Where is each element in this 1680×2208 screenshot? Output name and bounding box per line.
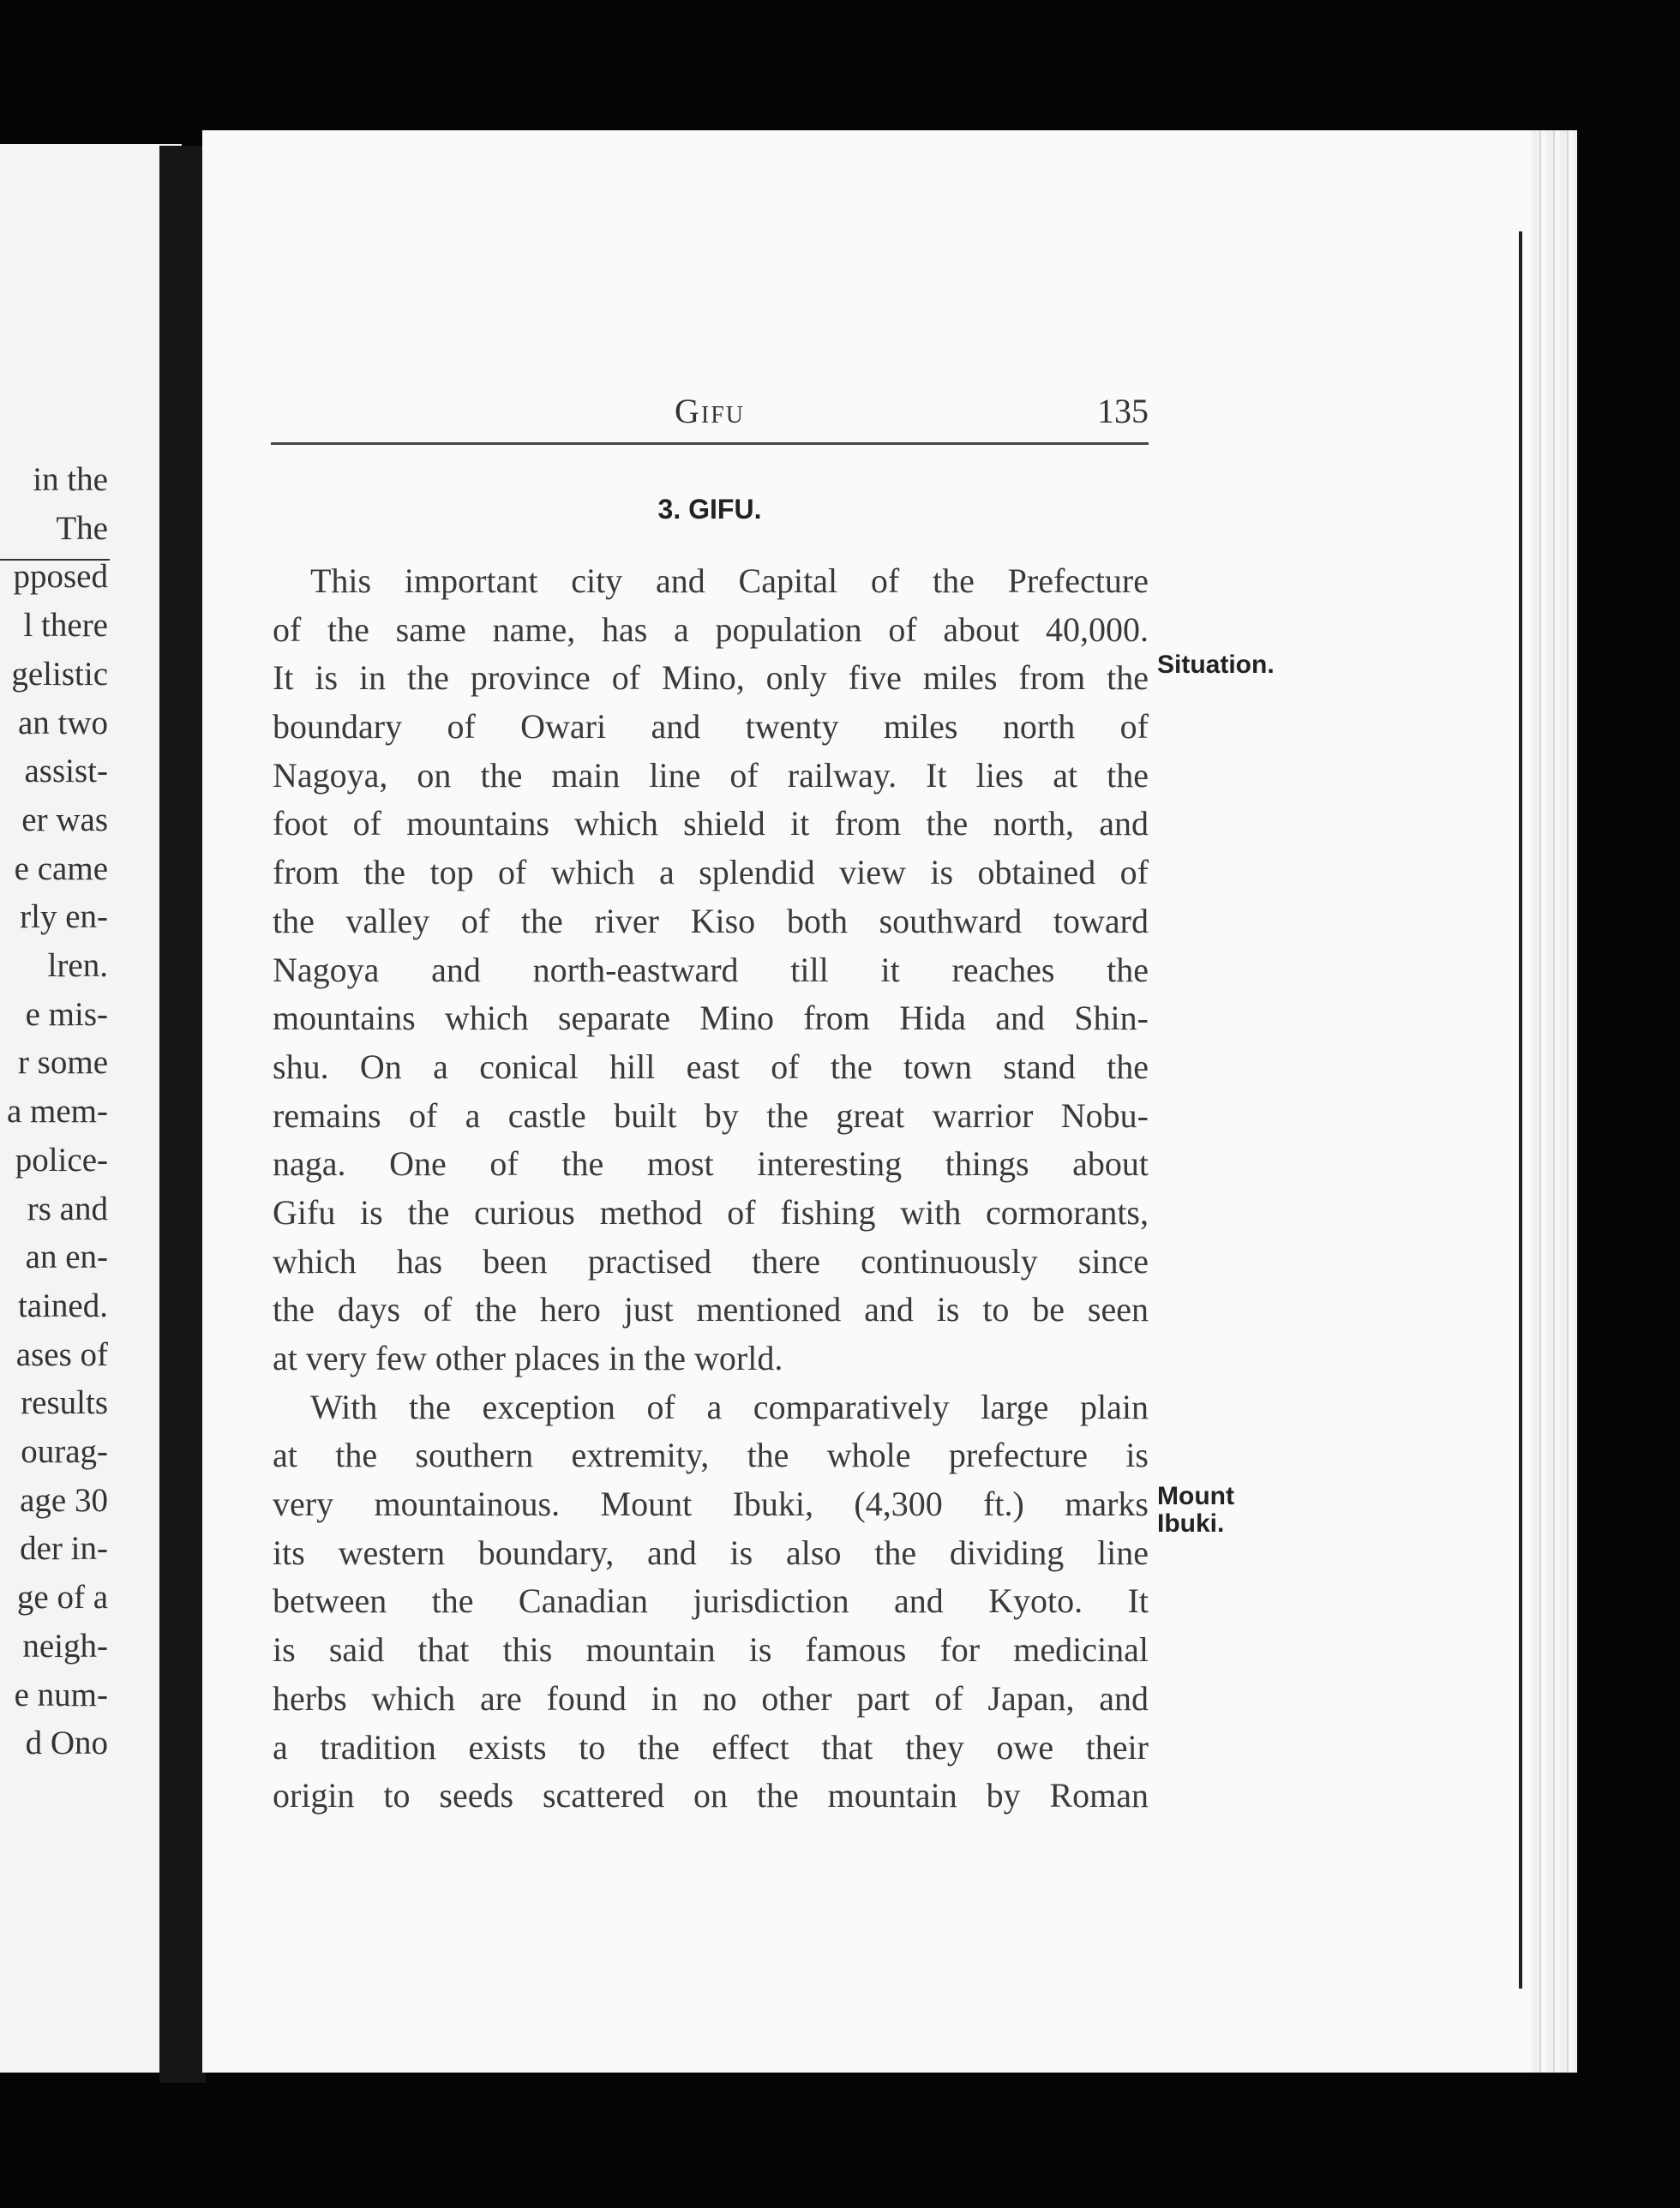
text-line: herbs which are found in no other part of Japan, and: [273, 1678, 1149, 1718]
margin-note-situation: Situation.: [1157, 651, 1275, 679]
left-line: results: [21, 1384, 108, 1422]
text-line: is said that this mountain is famous for medicinal: [273, 1630, 1149, 1670]
text-line: Nagoya and north-eastward till it reaches the: [273, 950, 1149, 989]
text-line: With the exception of a comparatively large plain: [310, 1387, 1149, 1426]
text-line: It is in the province of Mino, only five miles from the: [273, 658, 1149, 698]
left-line: assist-: [24, 753, 108, 790]
left-line: age 30: [20, 1481, 108, 1519]
body-text: [273, 557, 1149, 1821]
left-line: an two: [17, 704, 108, 741]
text-line: the valley of the river Kiso both southward toward: [273, 901, 1149, 940]
text-line: shu. On a conical hill east of the town stand the: [273, 1047, 1149, 1086]
text-line: remains of a castle built by the great warrior Nobu-: [273, 1095, 1149, 1135]
left-page-text: [0, 456, 108, 1768]
text-line: foot of mountains which shield it from the north, and: [273, 804, 1149, 843]
left-line: gelistic: [11, 655, 108, 693]
left-line: der in-: [20, 1530, 108, 1568]
left-line: rs and: [27, 1190, 108, 1227]
text-line: very mountainous. Mount Ibuki, (4,300 ft.) marks: [273, 1485, 1149, 1524]
left-line: in the: [33, 461, 108, 498]
page-number: 135: [1097, 392, 1149, 430]
left-line: ases of: [15, 1335, 108, 1373]
text-line: boundary of Owari and twenty miles north of: [273, 707, 1149, 747]
left-line: ourag-: [21, 1433, 108, 1471]
text-line: which has been practised there continuously since: [273, 1241, 1149, 1281]
left-line: r some: [17, 1044, 108, 1082]
margin-note-mount: Mount: [1157, 1482, 1234, 1510]
running-head-title: Gifu: [674, 392, 745, 430]
text-line: the days of the hero just mentioned and is to be seen: [273, 1290, 1149, 1329]
text-line: from the top of which a splendid view is obtained of: [273, 853, 1149, 892]
left-line: ge of a: [16, 1579, 108, 1617]
left-line: police-: [15, 1141, 108, 1179]
text-line: This important city and Capital of the Prefecture: [310, 561, 1149, 600]
left-line: er was: [21, 801, 108, 838]
left-line: neigh-: [22, 1627, 108, 1665]
text-line: origin to seeds scattered on the mountain by Roman: [273, 1776, 1149, 1815]
left-line: d Ono: [25, 1725, 108, 1762]
left-line: rly en-: [20, 898, 108, 936]
left-line: lren.: [47, 947, 108, 985]
left-line: The: [56, 509, 108, 547]
text-line: between the Canadian jurisdiction and Kyoto. It: [273, 1581, 1149, 1621]
text-line: Gifu is the curious method of fishing with cormorants,: [273, 1192, 1149, 1232]
left-line: tained.: [17, 1287, 108, 1324]
margin-note-ibuki: Ibuki.: [1157, 1509, 1225, 1538]
left-line: an en-: [25, 1239, 108, 1276]
text-line: naga. One of the most interesting things about: [273, 1144, 1149, 1184]
section-title: 3. GIFU.: [657, 494, 762, 525]
text-line: mountains which separate Mino from Hida and Shin-: [273, 999, 1149, 1038]
page-edge-line: [1519, 231, 1522, 1989]
running-head: [271, 391, 1149, 430]
left-line: e came: [14, 849, 108, 887]
text-line: at the southern extremity, the whole prefecture is: [273, 1436, 1149, 1475]
left-line: a mem-: [6, 1093, 108, 1131]
text-line: of the same name, has a population of about 40,000.: [273, 609, 1149, 649]
left-line: l there: [23, 607, 108, 645]
text-line: at very few other places in the world.: [273, 1339, 783, 1377]
header-rule: [271, 442, 1149, 445]
left-line: pposed: [13, 558, 108, 596]
text-line: a tradition exists to the effect that they owe their: [273, 1727, 1149, 1767]
left-line: e mis-: [25, 995, 108, 1033]
left-line: e num-: [14, 1676, 108, 1713]
text-line: its western boundary, and is also the dividing line: [273, 1533, 1149, 1572]
text-line: Nagoya, on the main line of railway. It lies at the: [273, 755, 1149, 795]
book-gutter: [159, 146, 206, 2083]
